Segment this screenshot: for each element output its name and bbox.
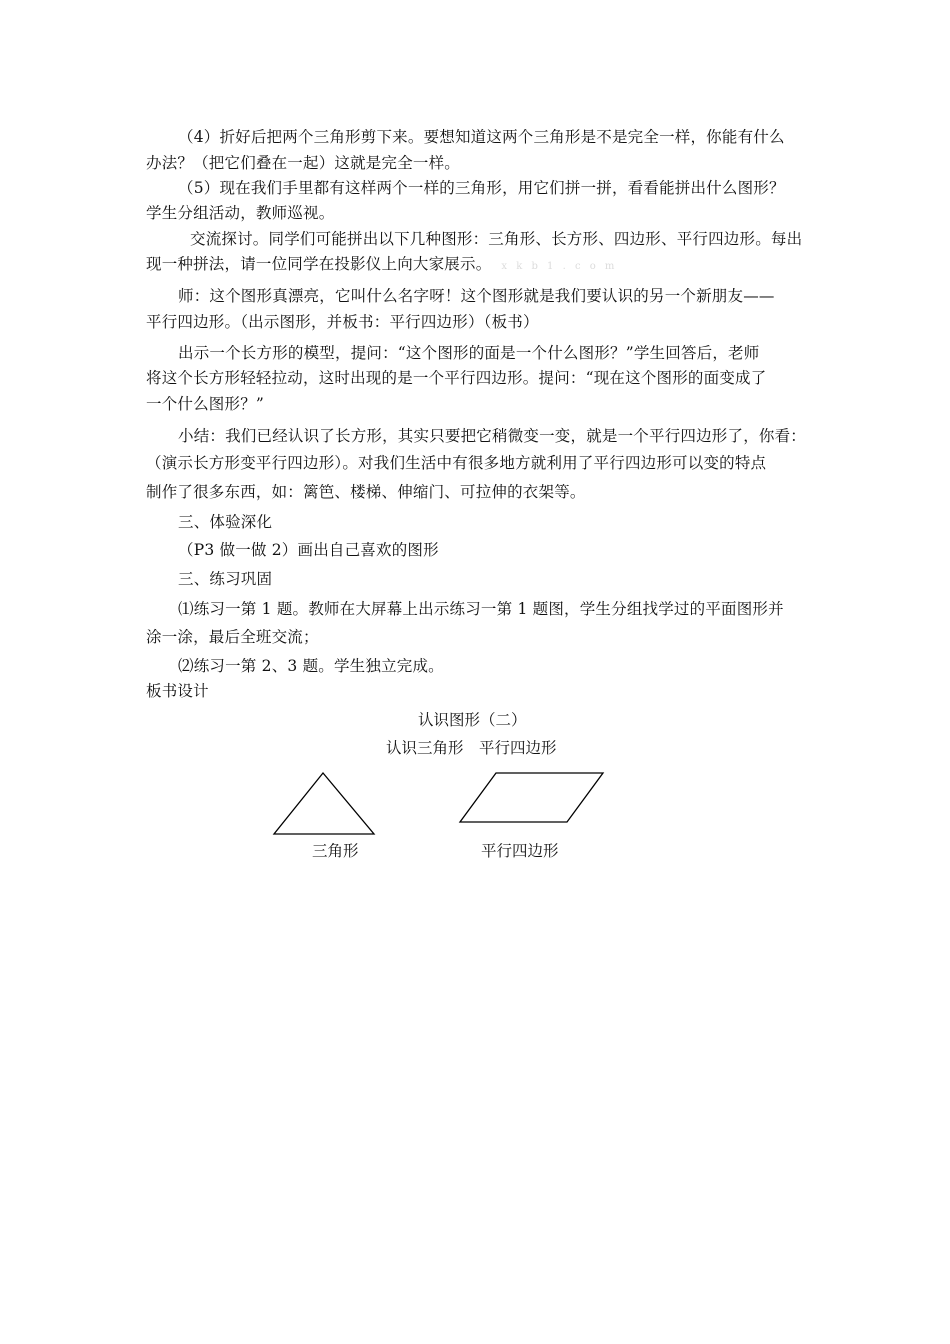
paragraph-line: （5）现在我们手里都有这样两个一样的三角形，用它们拼一拼，看看能拼出什么图形？ <box>178 179 785 197</box>
paragraph-line: 平行四边形。（出示图形，并板书：平行四边形）（板书） <box>146 313 539 331</box>
paragraph-line: ⑴练习一第 1 题。教师在大屏幕上出示练习一第 1 题图，学生分组找学过的平面图形并 <box>178 600 784 618</box>
paragraph-line: 一个什么图形？” <box>146 395 265 413</box>
paragraph-line: ⑵练习一第 2、3 题。学生独立完成。 <box>178 657 444 675</box>
paragraph-line: （4）折好后把两个三角形剪下来。要想知道这两个三角形是不是完全一样，你能有什么 <box>178 128 785 146</box>
paragraph-line: 制作了很多东西，如：篱笆、楼梯、伸缩门、可拉伸的衣架等。 <box>146 483 586 501</box>
triangle-shape <box>274 773 374 834</box>
parallelogram-label: 平行四边形 <box>481 842 559 860</box>
watermark-text: x k b 1 . c o m <box>501 261 618 272</box>
paragraph-line: 涂一涂，最后全班交流； <box>146 628 319 646</box>
triangle-label: 三角形 <box>312 842 359 860</box>
paragraph-line: 办法？（把它们叠在一起）这就是完全一样。 <box>146 154 461 172</box>
section-heading: 三、练习巩固 <box>178 570 273 588</box>
board-subtitle: 认识三角形 平行四边形 <box>386 739 557 757</box>
section-heading: 三、体验深化 <box>178 513 273 531</box>
parallelogram-shape <box>460 773 603 822</box>
paragraph-line: 将这个长方形轻轻拉动，这时出现的是一个平行四边形。提问：“现在这个图形的面变成了 <box>146 369 767 387</box>
paragraph-line: 交流探讨。同学们可能拼出以下几种图形：三角形、长方形、四边形、平行四边形。每出 <box>190 230 803 248</box>
paragraph-line: 学生分组活动，教师巡视。 <box>146 204 335 222</box>
paragraph-line: 师：这个图形真漂亮，它叫什么名字呀！这个图形就是我们要认识的另一个新朋友—— <box>178 287 775 305</box>
board-title: 认识图形（二） <box>418 711 527 729</box>
paragraph-line: 小结：我们已经认识了长方形，其实只要把它稍微变一变，就是一个平行四边形了，你看： <box>178 427 807 445</box>
paragraph-text: 现一种拼法，请一位同学在投影仪上向大家展示。 <box>146 255 492 273</box>
paragraph-line: 出示一个长方形的模型，提问：“这个图形的面是一个什么图形？”学生回答后，老师 <box>178 344 760 362</box>
paragraph-line: （P3 做一做 2）画出自己喜欢的图形 <box>178 541 439 559</box>
section-heading: 板书设计 <box>146 682 209 700</box>
paragraph-line: （演示长方形变平行四边形）。对我们生活中有很多地方就利用了平行四边形可以变的特点 <box>146 454 767 472</box>
